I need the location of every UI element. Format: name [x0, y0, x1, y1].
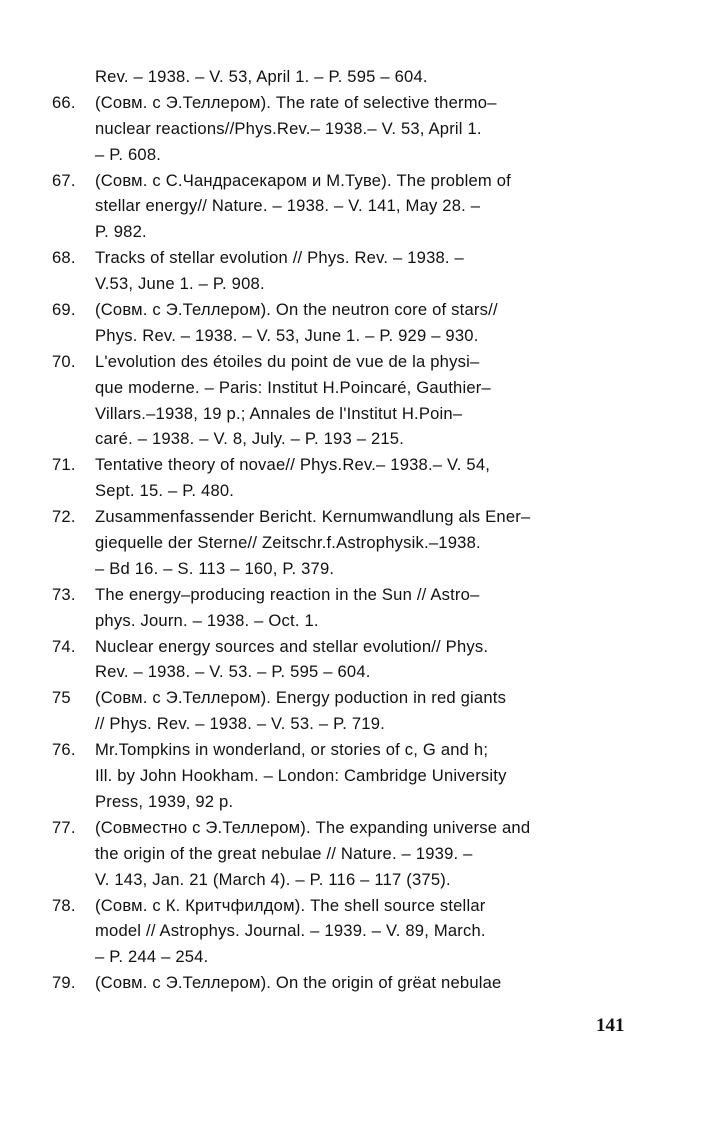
bibliography-line — [0, 815, 724, 841]
entry-text: // Phys. Rev. – 1938. – V. 53. – P. 719. — [95, 714, 385, 734]
entry-number: 67. — [52, 170, 76, 190]
bibliography-line — [0, 193, 724, 219]
entry-number: 79. — [52, 973, 76, 993]
bibliography-line — [0, 789, 724, 815]
bibliography-line — [0, 970, 724, 996]
entry-text: stellar energy// Nature. – 1938. – V. 141, May 28. – — [95, 196, 481, 216]
entry-text: – P. 608. — [95, 144, 162, 164]
entry-text: Rev. – 1938. – V. 53. – P. 595 – 604. — [95, 662, 371, 682]
bibliography-line — [0, 530, 724, 556]
entry-text: giequelle der Sterne// Zeitschr.f.Astrophysik.–1938. — [95, 533, 481, 553]
entry-text: V. 143, Jan. 21 (March 4). – P. 116 – 117 (375). — [95, 869, 451, 889]
bibliography-line — [0, 893, 724, 919]
entry-text: que moderne. – Paris: Institut H.Poincaré, Gauthier– — [95, 377, 491, 397]
bibliography-line — [0, 452, 724, 478]
bibliography-line — [0, 375, 724, 401]
bibliography-line — [0, 64, 724, 90]
bibliography-line — [0, 841, 724, 867]
entry-text: P. 982. — [95, 222, 147, 242]
bibliography-line — [0, 168, 724, 194]
bibliography-line — [0, 426, 724, 452]
bibliography-line — [0, 297, 724, 323]
entry-text: (Совм. с Э.Теллером). On the neutron core of stars// — [95, 300, 498, 320]
entry-text: V.53, June 1. – P. 908. — [95, 274, 265, 294]
entry-text: Mr.Tompkins in wonderland, or stories of c, G and h; — [95, 740, 489, 760]
entry-number: 68. — [52, 248, 76, 268]
entry-text: model // Astrophys. Journal. – 1939. – V. 89, March. — [95, 921, 486, 941]
bibliography-line — [0, 401, 724, 427]
bibliography-line — [0, 763, 724, 789]
entry-text: (Совм. с Э.Теллером). On the origin of grëat nebulae — [95, 973, 502, 993]
entry-text: Sept. 15. – P. 480. — [95, 481, 235, 501]
bibliography-line — [0, 323, 724, 349]
entry-number: 66. — [52, 92, 76, 112]
bibliography-line — [0, 271, 724, 297]
bibliography-line — [0, 659, 724, 685]
entry-text: – P. 244 – 254. — [95, 947, 209, 967]
entry-text: the origin of the great nebulae // Nature. – 1939. – — [95, 843, 473, 863]
entry-text: (Совм. с С.Чандрасекаром и М.Туве). The problem of — [95, 170, 511, 190]
entry-number: 72. — [52, 507, 76, 527]
entry-text: Phys. Rev. – 1938. – V. 53, June 1. – P. 929 – 930. — [95, 325, 479, 345]
page-number: 141 — [596, 1015, 625, 1036]
entry-text: phys. Journ. – 1938. – Oct. 1. — [95, 610, 319, 630]
entry-text: L'evolution des étoiles du point de vue de la physi– — [95, 351, 480, 371]
entry-text: Rev. – 1938. – V. 53, April 1. – P. 595 – 604. — [95, 67, 428, 86]
bibliography-line — [0, 867, 724, 893]
bibliography-line — [0, 245, 724, 271]
entry-text: The energy–producing reaction in the Sun // Astro– — [95, 584, 480, 604]
entry-number: 78. — [52, 895, 76, 915]
entry-text: Zusammenfassender Bericht. Kernumwandlung als Ener– — [95, 507, 531, 527]
bibliography-line — [0, 478, 724, 504]
bibliography-line — [0, 634, 724, 660]
entry-text: Tracks of stellar evolution // Phys. Rev. – 1938. – — [95, 248, 464, 268]
bibliography-line — [0, 219, 724, 245]
entry-text: Villars.–1938, 19 p.; Annales de l'Institut H.Poin– — [95, 403, 463, 423]
bibliography-line — [0, 116, 724, 142]
bibliography-line — [0, 608, 724, 634]
entry-text: (Совм. с К. Критчфилдом). The shell source stellar — [95, 895, 486, 915]
entry-text: – Bd 16. – S. 113 – 160, P. 379. — [95, 558, 335, 578]
bibliography-line — [0, 918, 724, 944]
bibliography-line — [0, 556, 724, 582]
entry-text: Tentative theory of novae// Phys.Rev.– 1938.– V. 54, — [95, 455, 491, 475]
entry-text: Nuclear energy sources and stellar evolution// Phys. — [95, 636, 489, 656]
entry-text: Press, 1939, 92 p. — [95, 791, 234, 811]
bibliography-list — [0, 64, 724, 996]
bibliography-line — [0, 582, 724, 608]
entry-number: 70. — [52, 351, 76, 371]
bibliography-line — [0, 737, 724, 763]
bibliography-line — [0, 90, 724, 116]
bibliography-line — [0, 349, 724, 375]
entry-text: caré. – 1938. – V. 8, July. – P. 193 – 215. — [95, 429, 405, 449]
entry-number: 73. — [52, 584, 76, 604]
entry-number: 69. — [52, 300, 76, 320]
entry-number: 77. — [52, 817, 76, 837]
entry-text: nuclear reactions//Phys.Rev.– 1938.– V. 53, April 1. — [95, 118, 482, 138]
entry-text: Ill. by John Hookham. – London: Cambridge University — [95, 766, 507, 786]
bibliography-line — [0, 504, 724, 530]
bibliography-line — [0, 944, 724, 970]
entry-number: 74. — [52, 636, 76, 656]
entry-number: 71. — [52, 455, 76, 475]
entry-number: 75 — [52, 688, 71, 708]
entry-number: 76. — [52, 740, 76, 760]
entry-text: (Совм. с Э.Теллером). Energy poduction in red giants — [95, 688, 507, 708]
bibliography-line — [0, 711, 724, 737]
bibliography-line — [0, 142, 724, 168]
bibliography-line — [0, 685, 724, 711]
entry-text: (Совместно с Э.Теллером). The expanding universe and — [95, 817, 531, 837]
entry-text: (Совм. с Э.Теллером). The rate of selective thermo– — [95, 92, 497, 112]
